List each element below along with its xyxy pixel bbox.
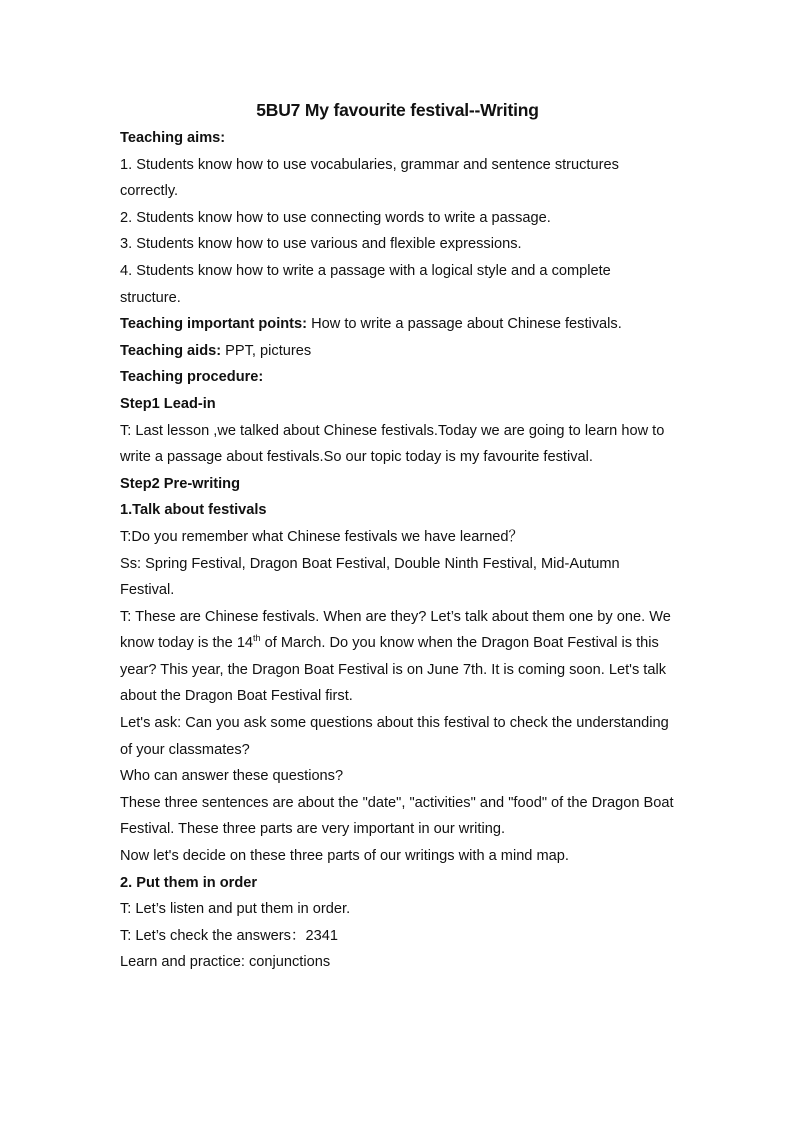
students-answer: Ss: Spring Festival, Dragon Boat Festival, Double Ninth Festival, Mid-Autumn Festival. <box>120 555 620 599</box>
mind-map-paragraph: Now let's decide on these three parts of our writings with a mind map. <box>120 848 569 865</box>
talk-about-festivals-heading: 1.Talk about festivals <box>120 502 267 519</box>
document-page <box>120 96 675 976</box>
aim-item-3: 3. Students know how to use various and flexible expressions. <box>120 236 522 253</box>
important-points <box>120 311 675 338</box>
step1-heading: Step1 Lead-in <box>120 395 216 412</box>
check-answers-line: T: Let’s check the answers：2341 <box>120 927 338 944</box>
ordinal-suffix: th <box>253 633 261 644</box>
dragon-boat-paragraph <box>120 604 675 710</box>
document-title: 5BU7 My favourite festival--Writing <box>256 100 539 120</box>
step1-paragraph: T: Last lesson ,we talked about Chinese festivals.Today we are going to learn how to write a passage about festivals.So our topic today is my favourite festival. <box>120 422 665 466</box>
step2-heading: Step2 Pre-writing <box>120 475 241 492</box>
dragon-boat-text-end: of March. Do you know when the Dragon Boat Festival is this year? This year, the Dragon Boat Festival is on June 7th. It is coming soon. Let's talk about the Dragon Boat Festival first. <box>120 635 667 705</box>
aim-item-4: 4. Students know how to write a passage with a logical style and a complete structure. <box>120 262 611 306</box>
three-sentences-paragraph: These three sentences are about the "date", "activities" and "food" of the Dragon Boat Festival. These three parts are very important in our writing. <box>120 794 674 838</box>
who-can-answer: Who can answer these questions? <box>120 768 344 785</box>
aim-item-1: 1. Students know how to use vocabularies, grammar and sentence structures correctly. <box>120 156 619 200</box>
question-festivals: T:Do you remember what Chinese festivals we have learned？ <box>120 528 524 545</box>
teaching-aids <box>120 338 675 365</box>
important-points-text: How to write a passage about Chinese festivals. <box>307 316 622 333</box>
listen-order-line: T: Let’s listen and put them in order. <box>120 901 351 918</box>
teaching-aids-label: Teaching aids: <box>120 342 222 359</box>
teaching-aims-heading: Teaching aims: <box>120 130 226 146</box>
procedure-heading: Teaching procedure: <box>120 369 264 386</box>
conjunctions-line: Learn and practice: conjunctions <box>120 954 331 971</box>
put-in-order-heading: 2. Put them in order <box>120 874 258 891</box>
teaching-aids-text: PPT, pictures <box>221 342 312 359</box>
important-points-label: Teaching important points: <box>120 316 308 333</box>
aim-item-2: 2. Students know how to use connecting words to write a passage. <box>120 209 551 226</box>
lets-ask-paragraph: Let's ask: Can you ask some questions about this festival to check the understanding of your classmates? <box>120 715 669 758</box>
dragon-boat-text-start: T: These are Chinese festivals. When are they? Let’s talk about them one by one. We know today is the 14 <box>120 608 671 652</box>
